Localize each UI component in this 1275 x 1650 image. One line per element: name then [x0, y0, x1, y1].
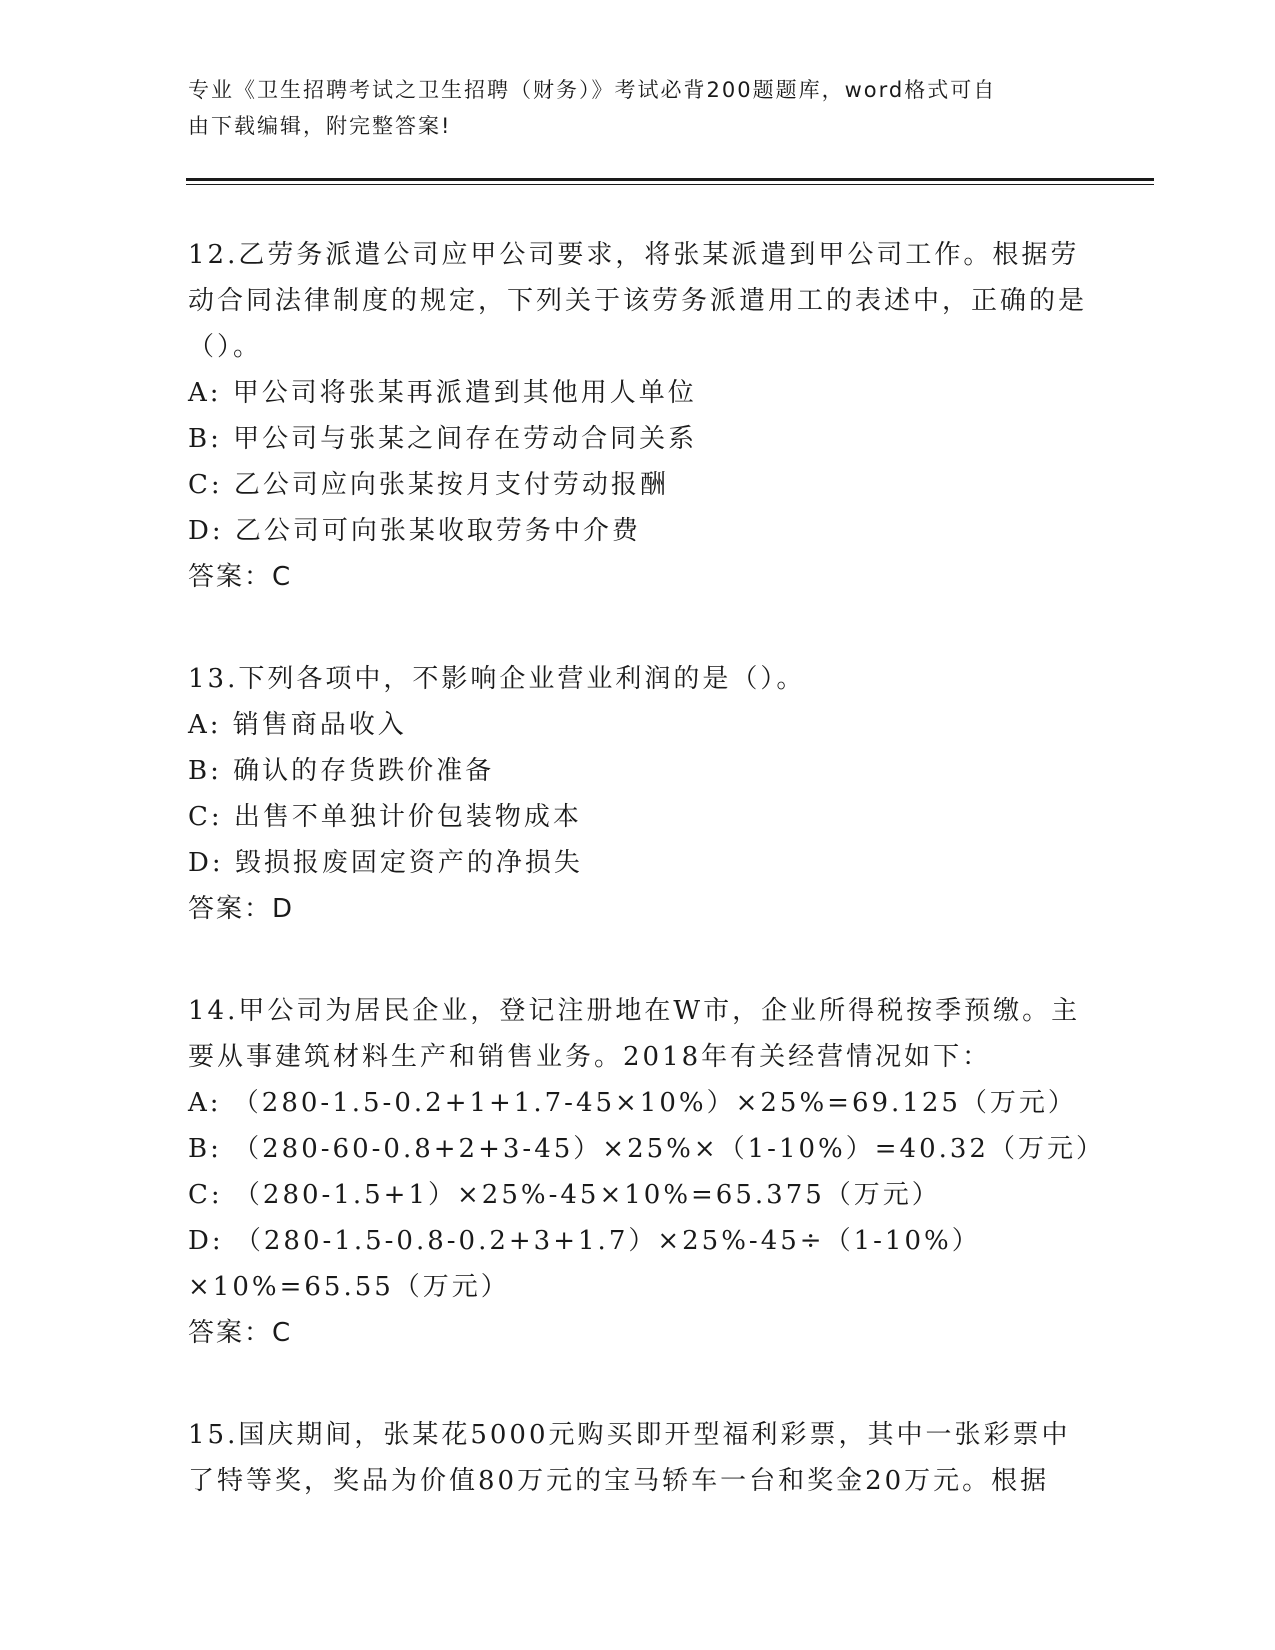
option-d: D: （280-1.5-0.8-0.2+3+1.7）×25%-45÷（1-10%）×10%=65.55（万元）	[188, 1226, 981, 1302]
answer: 答案：C	[188, 562, 293, 592]
question-14	[188, 988, 1105, 1356]
option-a: A: 销售商品收入	[188, 710, 407, 740]
option-c: C: 出售不单独计价包装物成本	[188, 802, 582, 832]
question-15	[188, 1412, 1088, 1504]
option-b: B: 确认的存货跌价准备	[188, 756, 495, 786]
option-a: A: （280-1.5-0.2+1+1.7-45×10%）×25%=69.125（万元）	[188, 1088, 1077, 1118]
option-d: D: 毁损报废固定资产的净损失	[188, 848, 583, 878]
question-stem: 12.乙劳务派遣公司应甲公司要求，将张某派遣到甲公司工作。根据劳动合同法律制度的规定，下列关于该劳务派遣用工的表述中，正确的是（）。	[188, 240, 1088, 362]
question-list	[188, 232, 1105, 1560]
option-a: A: 甲公司将张某再派遣到其他用人单位	[188, 378, 697, 408]
option-b: B: 甲公司与张某之间存在劳动合同关系	[188, 424, 698, 454]
document-header	[188, 72, 1068, 144]
header-line-2: 由下载编辑，附完整答案!	[188, 114, 452, 138]
answer: 答案：D	[188, 894, 295, 924]
header-line-1: 专业《卫生招聘考试之卫生招聘（财务）》考试必背200题题库，word格式可自	[188, 78, 997, 102]
question-stem: 14.甲公司为居民企业，登记注册地在W市，企业所得税按季预缴。主要从事建筑材料生产和销售业务。2018年有关经营情况如下：	[188, 996, 1081, 1072]
question-stem: 13.下列各项中，不影响企业营业利润的是（）。	[188, 664, 806, 694]
option-c: C: （280-1.5+1）×25%-45×10%=65.375（万元）	[188, 1180, 941, 1210]
question-13	[188, 656, 1088, 932]
header-divider	[186, 178, 1154, 181]
option-d: D: 乙公司可向张某收取劳务中介费	[188, 516, 641, 546]
question-12	[188, 232, 1088, 600]
option-c: C: 乙公司应向张某按月支付劳动报酬	[188, 470, 669, 500]
answer: 答案：C	[188, 1318, 293, 1348]
option-b: B: （280-60-0.8+2+3-45）×25%×（1-10%）=40.32（万元）	[188, 1134, 1105, 1164]
question-stem: 15.国庆期间，张某花5000元购买即开型福利彩票，其中一张彩票中了特等奖，奖品为价值80万元的宝马轿车一台和奖金20万元。根据	[188, 1420, 1071, 1496]
